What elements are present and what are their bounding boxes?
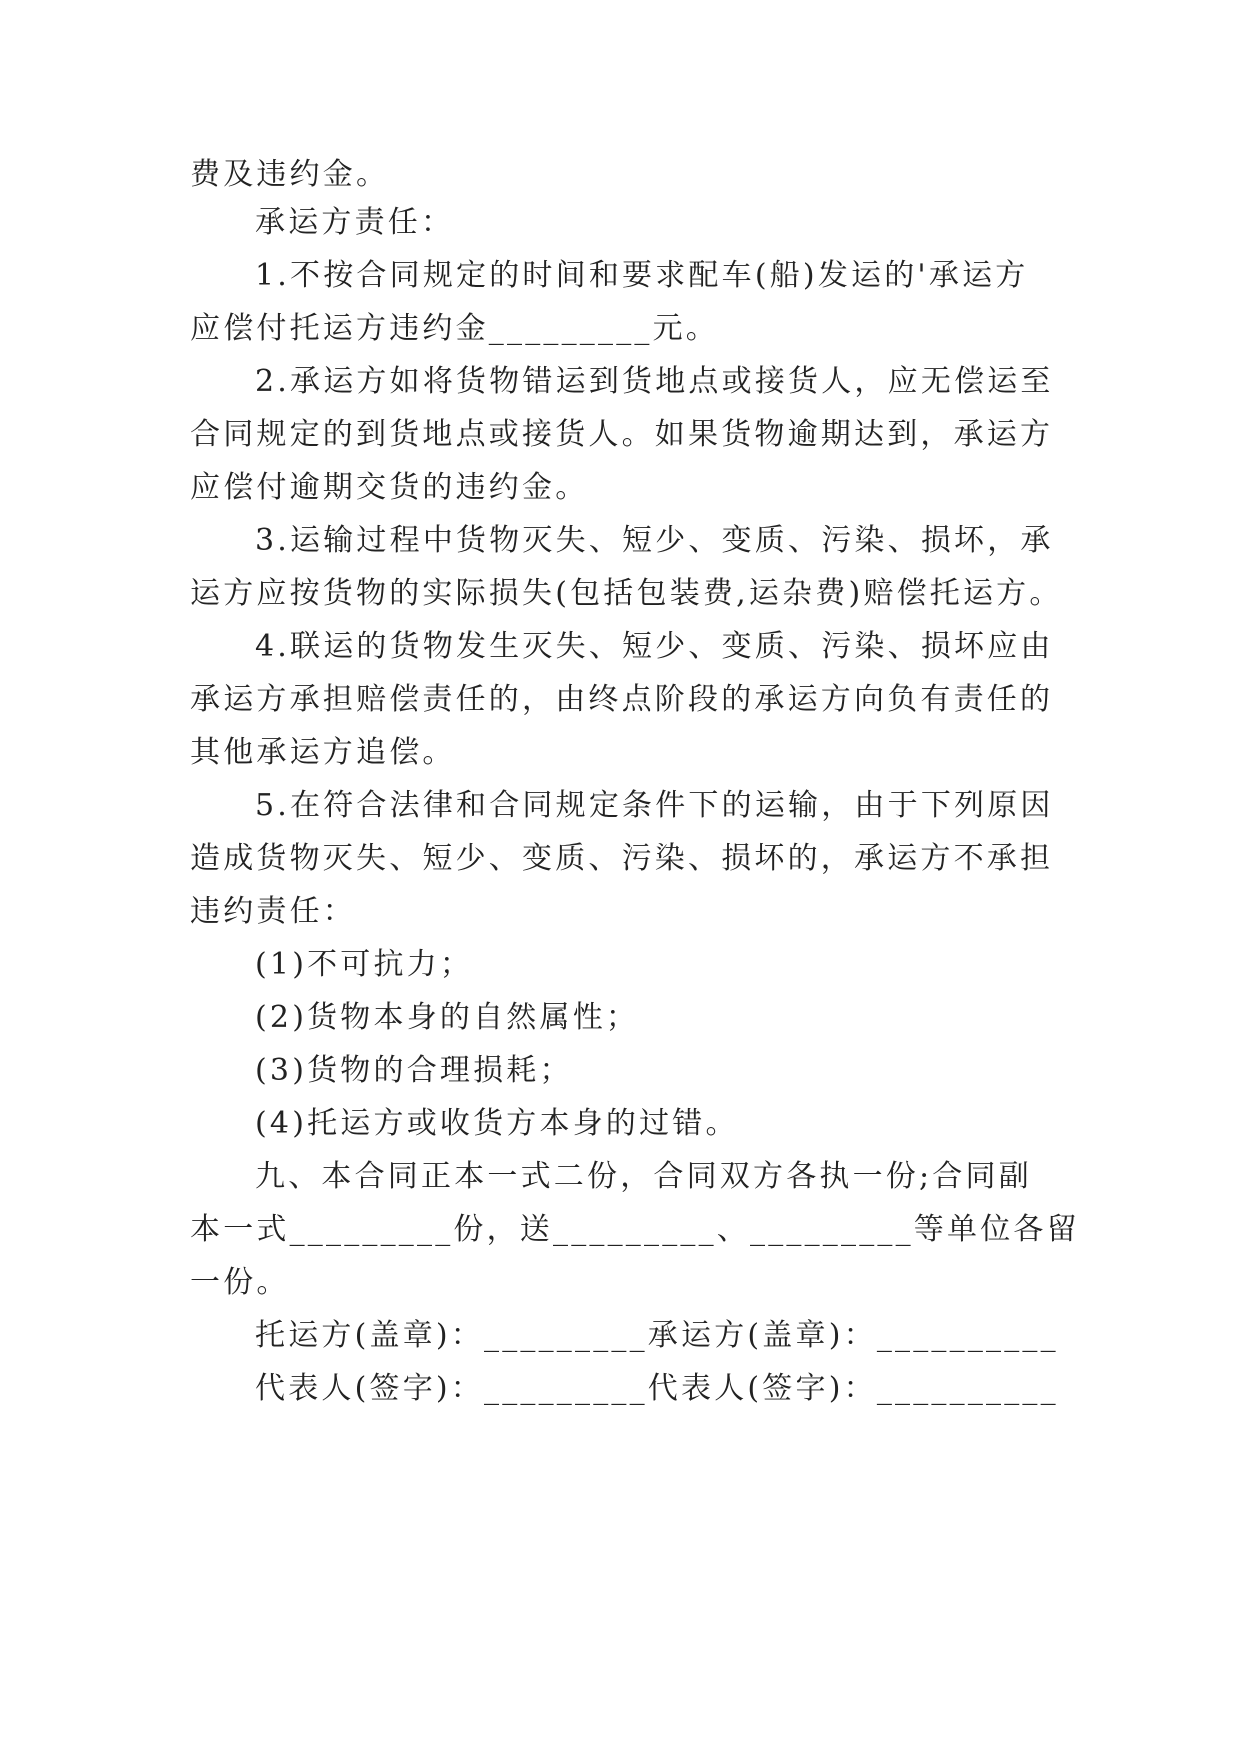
paragraph-line: 运方应按货物的实际损失(包括包装费,运杂费)赔偿托运方。 (190, 576, 1063, 611)
paragraph-line: 造成货物灭失、短少、变质、污染、损坏的，承运方不承担 (190, 841, 1054, 876)
paragraph-line: 应偿付逾期交货的违约金。 (190, 470, 589, 505)
paragraph-line: 4.联运的货物发生灭失、短少、变质、污染、损坏应由 (255, 629, 1054, 664)
list-item: (4)托运方或收货方本身的过错。 (255, 1106, 739, 1141)
paragraph-line: 承运方责任： (255, 205, 455, 240)
paragraph-line: 一份。 (190, 1265, 290, 1300)
signature-line: 托运方(盖章)：_________承运方(盖章)：__________ (255, 1318, 1059, 1353)
paragraph-line: 九、本合同正本一式二份，合同双方各执一份;合同副 (255, 1159, 1032, 1194)
paragraph-line: 本一式_________份，送_________、_________等单位各留 (190, 1212, 1080, 1247)
paragraph-line: 应偿付托运方违约金_________元。 (190, 311, 719, 346)
list-item: (1)不可抗力； (255, 947, 474, 982)
paragraph-line: 违约责任： (190, 894, 356, 929)
list-item: (2)货物本身的自然属性； (255, 1000, 640, 1035)
paragraph-line: 3.运输过程中货物灭失、短少、变质、污染、损坏，承 (255, 523, 1054, 558)
paragraph-line: 合同规定的到货地点或接货人。如果货物逾期达到，承运方 (190, 417, 1054, 452)
list-item: (3)货物的合理损耗； (255, 1053, 573, 1088)
paragraph-line: 1.不按合同规定的时间和要求配车(船)发运的'承运方 (255, 258, 1029, 293)
paragraph-line: 承运方承担赔偿责任的，由终点阶段的承运方向负有责任的 (190, 682, 1054, 717)
paragraph-line: 其他承运方追偿。 (190, 735, 456, 770)
paragraph-line: 5.在符合法律和合同规定条件下的运输，由于下列原因 (255, 788, 1054, 823)
signature-line: 代表人(签字)：_________代表人(签字)：__________ (255, 1371, 1059, 1406)
paragraph-line: 费及违约金。 (190, 157, 390, 192)
paragraph-line: 2.承运方如将货物错运到货地点或接货人，应无偿运至 (255, 364, 1054, 399)
